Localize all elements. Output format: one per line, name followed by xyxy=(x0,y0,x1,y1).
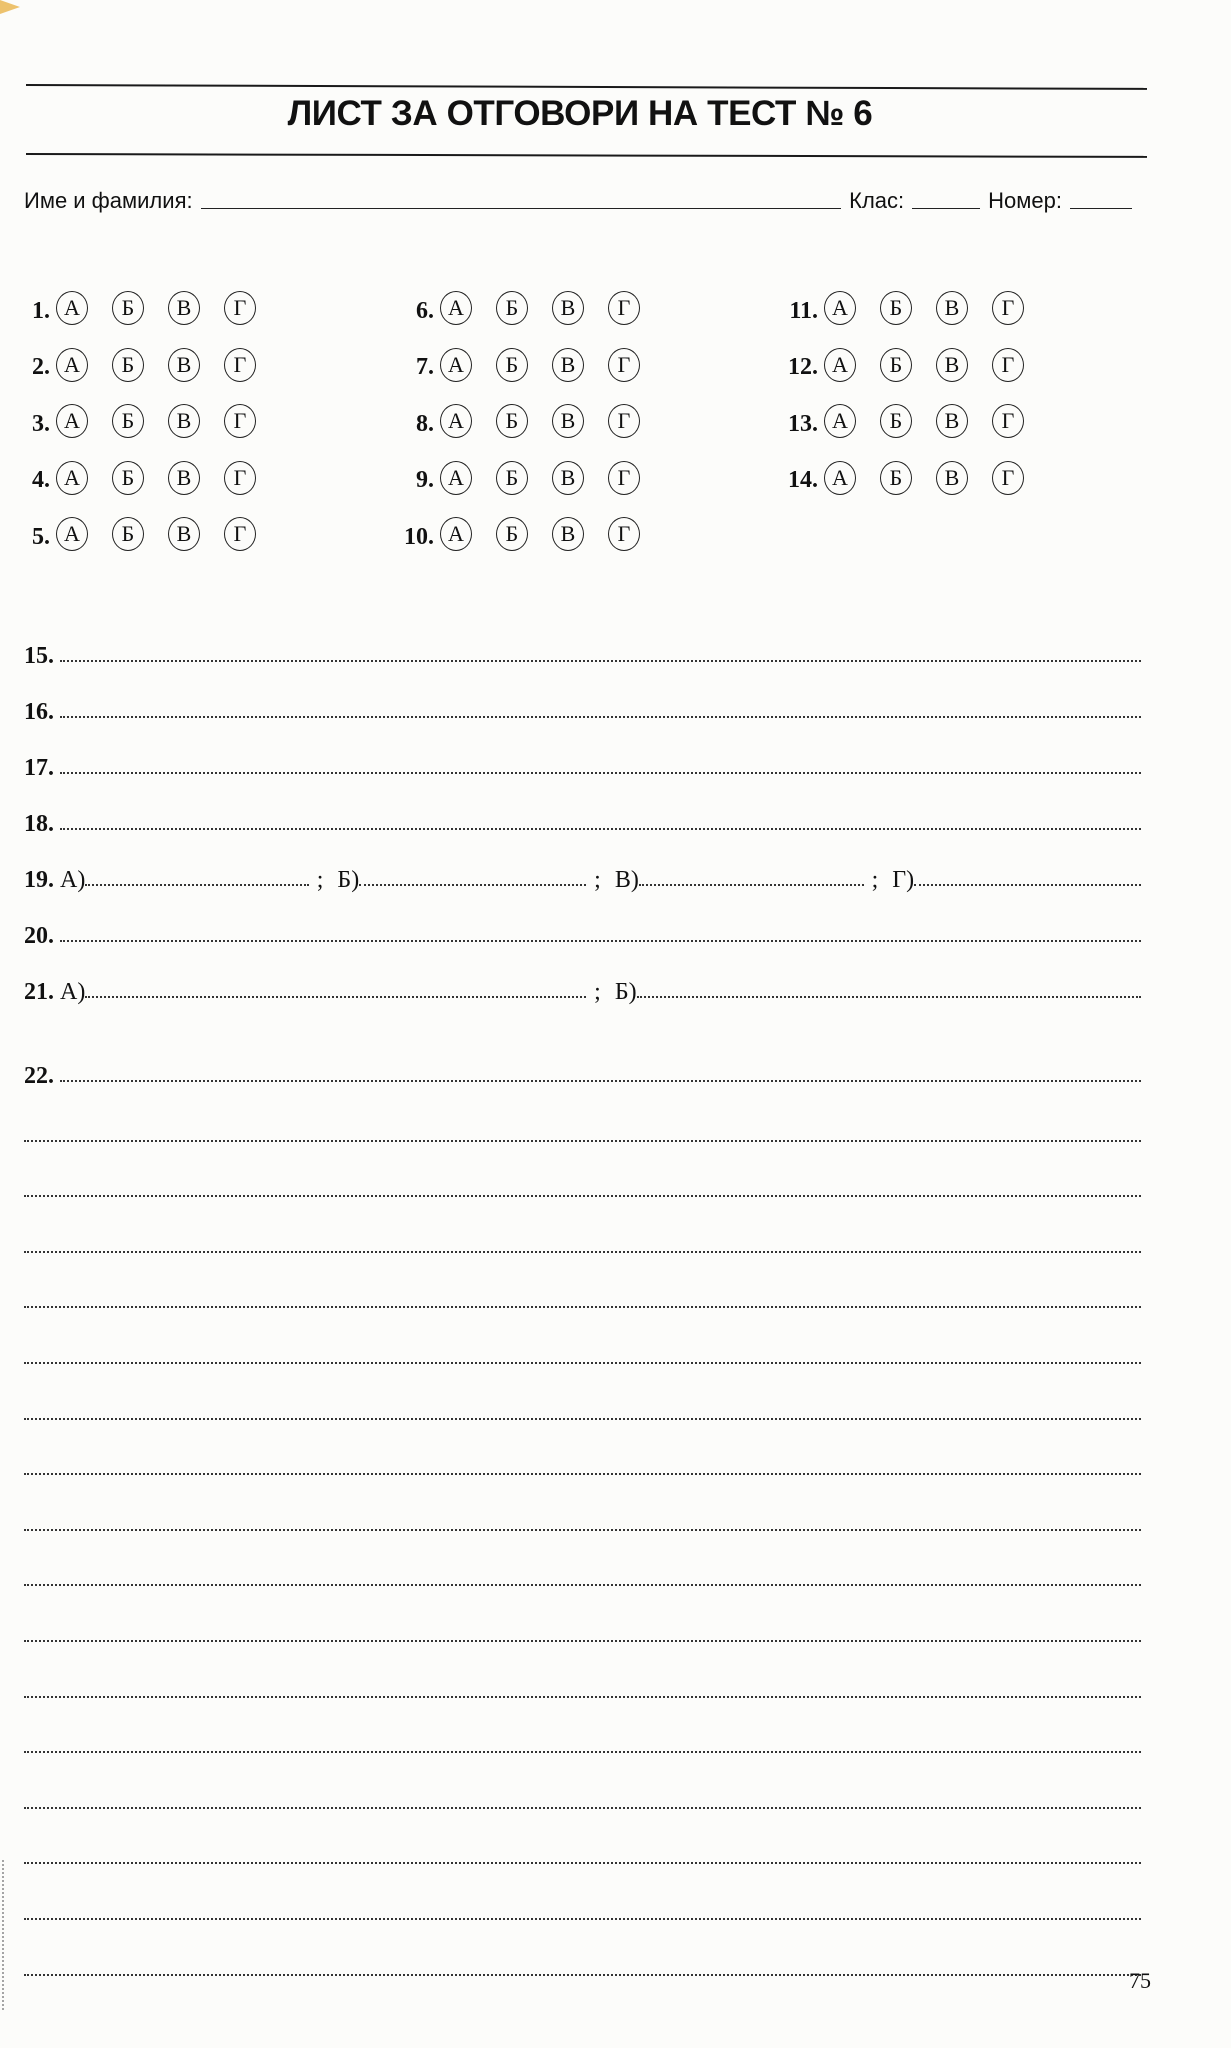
student-info-row xyxy=(24,184,1140,214)
essay-answer-line xyxy=(24,1257,1141,1313)
answer-bubble[interactable]: А xyxy=(440,517,472,551)
answer-bubble[interactable]: В xyxy=(552,404,584,438)
answer-bubble[interactable]: В xyxy=(168,404,200,438)
answer-options xyxy=(440,348,640,382)
question-number: 5. xyxy=(32,523,50,550)
answer-line[interactable] xyxy=(24,1696,1141,1698)
mc-question-row xyxy=(10,280,256,337)
answer-line[interactable] xyxy=(24,1751,1141,1753)
question-number: 2. xyxy=(32,354,50,381)
answer-bubble[interactable]: Г xyxy=(992,461,1024,495)
essay-answer-line xyxy=(24,1868,1141,1924)
answer-line[interactable] xyxy=(24,1974,1141,1976)
part-label: А) xyxy=(60,979,86,1005)
answer-options xyxy=(440,404,640,438)
part-label: Б) xyxy=(614,979,637,1005)
answer-line[interactable] xyxy=(60,716,1141,718)
answer-bubble[interactable]: Б xyxy=(112,291,144,325)
title-bottom-rule xyxy=(26,153,1147,158)
part-b xyxy=(615,980,1141,1004)
essay-answer-line xyxy=(24,1924,1141,1980)
answer-bubble[interactable]: Г xyxy=(224,404,256,438)
answer-bubble[interactable]: А xyxy=(440,404,472,438)
answer-line[interactable] xyxy=(24,1640,1141,1642)
essay-answer-line xyxy=(24,1146,1141,1202)
answer-bubble[interactable]: А xyxy=(824,461,856,495)
answer-bubble[interactable]: Б xyxy=(112,461,144,495)
part-label: Б) xyxy=(337,867,360,893)
question-number: 6. xyxy=(416,297,434,324)
part-c xyxy=(615,868,864,892)
answer-bubble[interactable]: А xyxy=(440,461,472,495)
answer-line[interactable] xyxy=(24,1584,1141,1586)
answer-line[interactable] xyxy=(60,828,1141,830)
answer-bubble[interactable]: В xyxy=(168,348,200,382)
essay-answer-line xyxy=(24,1813,1141,1869)
mc-question-row xyxy=(778,280,1024,337)
corner-tab-mark xyxy=(0,0,20,14)
answer-bubble[interactable]: В xyxy=(552,461,584,495)
answer-bubble[interactable]: А xyxy=(56,348,88,382)
answer-line[interactable] xyxy=(639,884,864,886)
question-number: 15. xyxy=(24,643,54,669)
answer-line[interactable] xyxy=(85,884,308,886)
question-number: 4. xyxy=(32,467,50,494)
answer-line[interactable] xyxy=(24,1251,1141,1253)
answer-options xyxy=(56,461,256,495)
answer-options xyxy=(440,461,640,495)
question-number: 1. xyxy=(32,297,50,324)
essay-answer-line xyxy=(24,1479,1141,1535)
answer-bubble[interactable]: Г xyxy=(992,348,1024,382)
question-number: 3. xyxy=(32,410,50,437)
answer-bubble[interactable]: Б xyxy=(496,291,528,325)
mc-question-row xyxy=(394,393,640,450)
answer-line[interactable] xyxy=(24,1473,1141,1475)
answer-bubble[interactable]: Г xyxy=(608,291,640,325)
answer-line[interactable] xyxy=(637,996,1141,998)
separator: ; xyxy=(594,867,601,893)
answer-bubble[interactable]: Г xyxy=(224,517,256,551)
mc-question-row xyxy=(10,393,256,450)
essay-answer-line xyxy=(24,1090,1141,1146)
part-label: Г) xyxy=(892,867,915,893)
essay-question-22 xyxy=(24,1034,1141,1980)
question-number: 8. xyxy=(416,410,434,437)
answer-bubble[interactable]: А xyxy=(56,517,88,551)
answer-bubble[interactable]: Г xyxy=(992,404,1024,438)
answer-bubble[interactable]: Г xyxy=(224,291,256,325)
number-label: Номер: xyxy=(988,188,1062,213)
mc-column-2 xyxy=(394,280,640,563)
essay-answer-line xyxy=(24,1590,1141,1646)
mc-question-row xyxy=(394,337,640,394)
mc-question-row xyxy=(394,506,640,563)
question-number: 16. xyxy=(24,699,54,725)
answer-line[interactable] xyxy=(24,1807,1141,1809)
class-field[interactable] xyxy=(912,208,980,209)
essay-answer-line xyxy=(24,1535,1141,1591)
answer-bubble[interactable]: А xyxy=(824,404,856,438)
question-number: 22. xyxy=(24,1063,54,1089)
mc-question-row xyxy=(10,337,256,394)
answer-bubble[interactable]: Б xyxy=(880,404,912,438)
part-d xyxy=(892,868,1141,892)
part-label: В) xyxy=(614,867,639,893)
answer-options xyxy=(56,291,256,325)
question-number: 9. xyxy=(416,467,434,494)
class-label: Клас: xyxy=(849,188,905,213)
answer-line[interactable] xyxy=(359,884,586,886)
answer-bubble[interactable]: Б xyxy=(112,404,144,438)
answer-options xyxy=(824,348,1024,382)
answer-line[interactable] xyxy=(60,1080,1141,1082)
answer-bubble[interactable]: Г xyxy=(608,348,640,382)
question-number: 7. xyxy=(416,354,434,381)
answer-options xyxy=(824,291,1024,325)
answer-bubble[interactable]: Г xyxy=(224,348,256,382)
question-number: 14. xyxy=(788,467,818,494)
answer-bubble[interactable]: А xyxy=(56,291,88,325)
question-number: 19. xyxy=(24,867,54,893)
answer-bubble[interactable]: А xyxy=(824,291,856,325)
answer-bubble[interactable]: Г xyxy=(224,461,256,495)
answer-bubble[interactable]: В xyxy=(936,291,968,325)
essay-lines xyxy=(24,1090,1141,1980)
answer-line[interactable] xyxy=(24,1418,1141,1420)
essay-answer-line xyxy=(24,1757,1141,1813)
question-row-18 xyxy=(24,782,1141,838)
answer-line[interactable] xyxy=(24,1862,1141,1864)
answer-line[interactable] xyxy=(24,1918,1141,1920)
question-row-15 xyxy=(24,614,1141,670)
mc-question-row xyxy=(10,450,256,507)
answer-bubble[interactable]: Г xyxy=(992,291,1024,325)
answer-bubble[interactable]: В xyxy=(552,291,584,325)
mc-column-1 xyxy=(10,280,256,563)
answer-options xyxy=(440,291,640,325)
question-row-20 xyxy=(24,894,1141,950)
answer-bubble[interactable]: Б xyxy=(112,517,144,551)
answer-bubble[interactable]: Г xyxy=(608,461,640,495)
answer-bubble[interactable]: В xyxy=(936,348,968,382)
answer-line[interactable] xyxy=(85,996,586,998)
part-a xyxy=(60,868,309,892)
separator: ; xyxy=(594,979,601,1005)
name-label: Име и фамилия: xyxy=(24,188,193,213)
page-number: 75 xyxy=(1129,1968,1151,1993)
answer-options xyxy=(56,517,256,551)
answer-bubble[interactable]: А xyxy=(824,348,856,382)
answer-options xyxy=(824,404,1024,438)
part-b xyxy=(337,868,586,892)
separator: ; xyxy=(316,867,324,893)
question-number: 13. xyxy=(788,410,818,437)
answer-line[interactable] xyxy=(24,1362,1141,1364)
answer-bubble[interactable]: А xyxy=(440,291,472,325)
mc-question-row xyxy=(778,393,1024,450)
answer-bubble[interactable]: Б xyxy=(496,461,528,495)
answer-line[interactable] xyxy=(24,1529,1141,1531)
question-row-22 xyxy=(24,1034,1141,1090)
open-questions xyxy=(24,614,1141,1006)
question-number: 20. xyxy=(24,923,54,949)
answer-bubble[interactable]: А xyxy=(56,461,88,495)
answer-bubble[interactable]: Б xyxy=(496,404,528,438)
part-a xyxy=(60,980,586,1004)
answer-bubble[interactable]: В xyxy=(168,517,200,551)
answer-line[interactable] xyxy=(24,1195,1141,1197)
answer-line[interactable] xyxy=(914,884,1141,886)
answer-bubble[interactable]: Б xyxy=(880,461,912,495)
question-row-19 xyxy=(24,838,1141,894)
answer-bubble[interactable]: Б xyxy=(496,348,528,382)
question-row-16 xyxy=(24,670,1141,726)
question-number: 12. xyxy=(788,354,818,381)
question-number: 17. xyxy=(24,755,54,781)
answer-bubble[interactable]: В xyxy=(552,517,584,551)
essay-answer-line xyxy=(24,1201,1141,1257)
answer-bubble[interactable]: В xyxy=(936,461,968,495)
essay-answer-line xyxy=(24,1424,1141,1480)
essay-answer-line xyxy=(24,1702,1141,1758)
answer-bubble[interactable]: В xyxy=(168,461,200,495)
answer-bubble[interactable]: Б xyxy=(112,348,144,382)
mc-question-row xyxy=(778,450,1024,507)
answer-options xyxy=(56,348,256,382)
essay-answer-line xyxy=(24,1368,1141,1424)
answer-line[interactable] xyxy=(24,1306,1141,1308)
question-number: 18. xyxy=(24,811,54,837)
mc-question-row xyxy=(394,450,640,507)
title-top-rule xyxy=(26,84,1147,90)
separator: ; xyxy=(871,867,879,893)
question-number: 10. xyxy=(404,523,434,550)
answer-bubble[interactable]: Б xyxy=(496,517,528,551)
question-row-21 xyxy=(24,950,1141,1006)
question-number: 21. xyxy=(24,979,54,1005)
answer-bubble[interactable]: В xyxy=(168,291,200,325)
answer-bubble[interactable]: Г xyxy=(608,517,640,551)
mc-question-row xyxy=(10,506,256,563)
answer-bubble[interactable]: А xyxy=(56,404,88,438)
answer-bubble[interactable]: В xyxy=(552,348,584,382)
answer-options xyxy=(440,517,640,551)
question-row-17 xyxy=(24,726,1141,782)
answer-bubble[interactable]: Б xyxy=(880,348,912,382)
answer-options xyxy=(824,461,1024,495)
mc-question-row xyxy=(778,337,1024,394)
essay-answer-line xyxy=(24,1646,1141,1702)
question-number: 11. xyxy=(789,297,818,324)
answer-options xyxy=(56,404,256,438)
answer-bubble[interactable]: Б xyxy=(880,291,912,325)
essay-answer-line xyxy=(24,1312,1141,1368)
answer-bubble[interactable]: Г xyxy=(608,404,640,438)
name-field[interactable] xyxy=(201,208,842,209)
number-field[interactable] xyxy=(1070,208,1132,209)
answer-line[interactable] xyxy=(24,1140,1141,1142)
page-title: ЛИСТ ЗА ОТГОВОРИ НА ТЕСТ № 6 xyxy=(287,94,873,133)
margin-dotted-mark xyxy=(2,1860,4,2010)
answer-bubble[interactable]: А xyxy=(440,348,472,382)
answer-line[interactable] xyxy=(60,940,1141,942)
mc-question-row xyxy=(394,280,640,337)
answer-line[interactable] xyxy=(60,660,1141,662)
mc-column-3 xyxy=(778,280,1024,506)
answer-bubble[interactable]: В xyxy=(936,404,968,438)
answer-line[interactable] xyxy=(60,772,1141,774)
part-label: А) xyxy=(60,867,86,893)
